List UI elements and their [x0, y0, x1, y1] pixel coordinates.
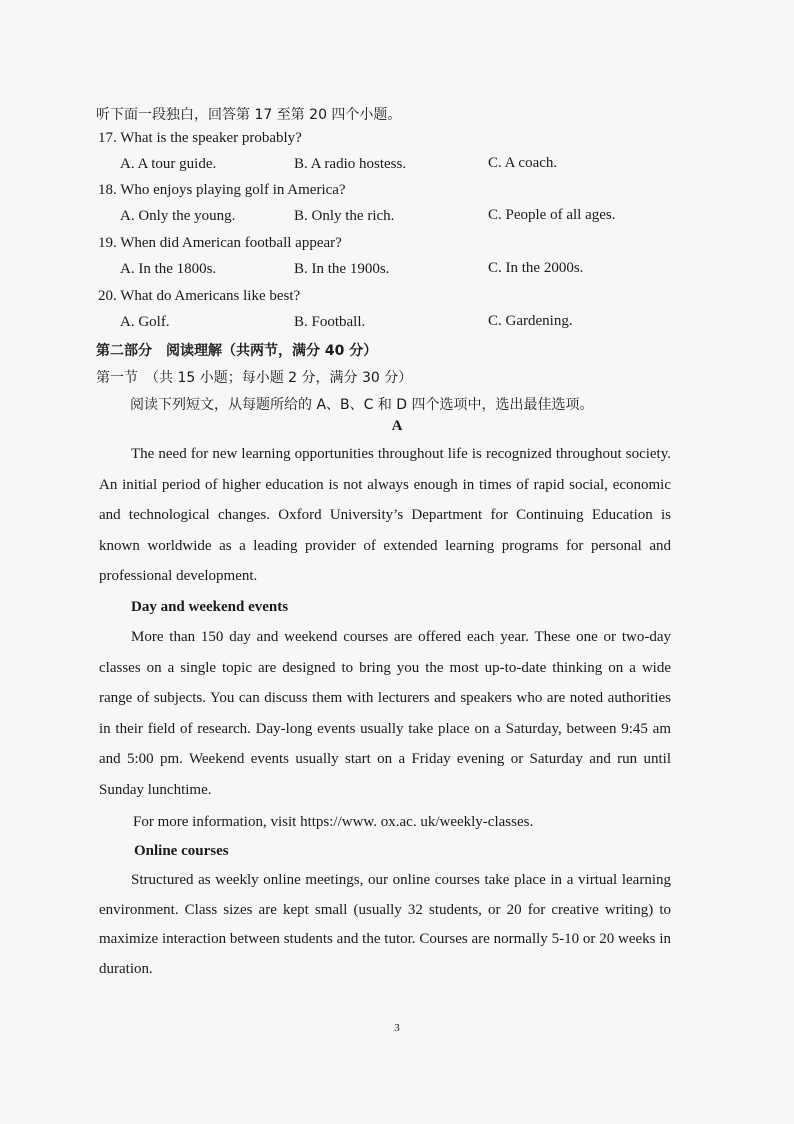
question-20: 20. What do Americans like best?	[98, 288, 301, 304]
heading-online-courses: Online courses	[134, 843, 229, 859]
q18-option-b: B. Only the rich.	[294, 208, 395, 224]
q20-option-a: A. Golf.	[120, 314, 170, 330]
question-19: 19. When did American football appear?	[98, 235, 342, 251]
info-link-line: For more information, visit https://www. ox.ac. uk/weekly-classes.	[133, 814, 534, 830]
passage-paragraph-3: Structured as weekly online meetings, our online courses take place in a virtual learning environment. Class sizes are kept small (usually 32 students, or 20 for creative writing) to maximize interaction between students and the tutor. Courses are normally 5-10 or 20 weeks in duration.	[99, 872, 671, 977]
q20-option-b: B. Football.	[294, 314, 366, 330]
passage-paragraph-2: More than 150 day and weekend courses are offered each year. These one or two-day classes on a single topic are designed to bring you the most up-to-date thinking on a wide range of subjects. You can discuss them with lecturers and speakers who are noted authorities in their field of research. Day-long events usually take place on a Saturday, between 9:45 am and 5:00 pm. Weekend events usually start on a Friday evening or Saturday and run until Sunday lunchtime.	[99, 629, 671, 798]
passage-paragraph-1: The need for new learning opportunities throughout life is recognized throughout society. An initial period of higher education is not always enough in times of rapid social, economic and technological changes. Oxford University’s Department for Continuing Education is known worldwide as a leading provider of extended learning programs for personal and professional development.	[99, 446, 671, 585]
passage-label: A	[391, 418, 403, 434]
q20-option-c: C. Gardening.	[488, 313, 573, 329]
question-18: 18. Who enjoys playing golf in America?	[98, 182, 346, 198]
section-one-title: 第一节 （共 15 小题；每小题 2 分，满分 30 分）	[96, 370, 413, 386]
q17-option-c: C. A coach.	[488, 155, 558, 171]
q18-option-a: A. Only the young.	[120, 208, 236, 224]
heading-day-weekend-events: Day and weekend events	[131, 599, 289, 615]
q19-option-a: A. In the 1800s.	[120, 261, 217, 277]
q18-option-c: C. People of all ages.	[488, 207, 616, 223]
q19-option-c: C. In the 2000s.	[488, 260, 584, 276]
q19-option-b: B. In the 1900s.	[294, 261, 390, 277]
question-17: 17. What is the speaker probably?	[98, 130, 302, 146]
q17-option-a: A. A tour guide.	[120, 156, 217, 172]
page-number: 3	[394, 1022, 400, 1034]
part-two-title: 第二部分 阅读理解（共两节，满分 40 分）	[96, 343, 378, 359]
listening-intro: 听下面一段独白，回答第 17 至第 20 四个小题。	[96, 107, 402, 123]
reading-instruction: 阅读下列短文，从每题所给的 A、B、C 和 D 四个选项中，选出最佳选项。	[130, 397, 594, 413]
q17-option-b: B. A radio hostess.	[294, 156, 407, 172]
